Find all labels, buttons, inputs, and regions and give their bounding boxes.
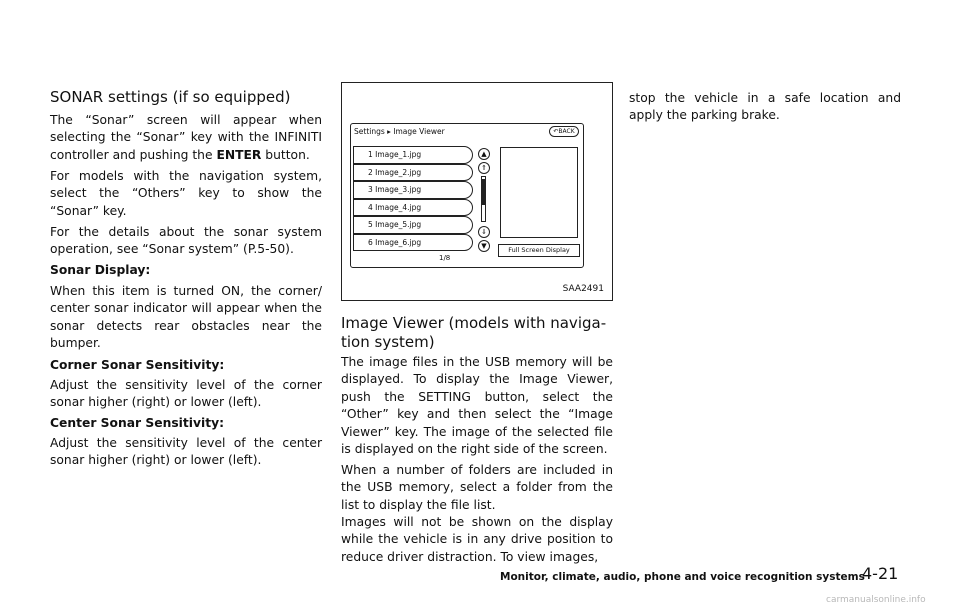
scrollbar[interactable]: [481, 176, 486, 222]
paragraph: stop the vehicle in a safe location and apply the parking brake.: [629, 91, 901, 123]
scroll-up-icon[interactable]: ▲: [478, 148, 490, 160]
back-button[interactable]: ↶BACK: [549, 126, 579, 137]
paragraph: When this item is turned ON, the corner/ center sonar indicator will appear when the sonar detects rear obstacles near the bumper.: [50, 284, 322, 351]
file-list-item[interactable]: 3 Image_3.jpg: [353, 181, 473, 199]
file-list: [353, 146, 473, 251]
page-up-icon[interactable]: ⇑: [478, 162, 490, 174]
watermark: carmanualsonline.info: [826, 595, 926, 605]
footer-section-title: Monitor, climate, audio, phone and voice recognition systems: [500, 571, 865, 583]
file-list-item[interactable]: 1 Image_1.jpg: [353, 146, 473, 164]
page-indicator: 1/8: [439, 254, 451, 262]
paragraph: Adjust the sensitivity level of the center sonar higher (right) or lower (left).: [50, 436, 322, 468]
page-number: 4-21: [862, 564, 899, 583]
page-down-icon[interactable]: ⇓: [478, 226, 490, 238]
scroll-controls: [477, 146, 491, 254]
image-viewer-figure: [341, 82, 613, 301]
file-list-item[interactable]: 6 Image_6.jpg: [353, 234, 473, 252]
image-preview: [500, 147, 578, 238]
paragraph: Images will not be shown on the display while the vehicle is in any drive position to reduce driver distraction. To view images,: [341, 515, 613, 564]
file-list-item[interactable]: 2 Image_2.jpg: [353, 164, 473, 182]
section-heading-sonar: SONAR settings (if so equipped): [50, 88, 291, 106]
file-list-item[interactable]: 5 Image_5.jpg: [353, 216, 473, 234]
display-screen: [350, 123, 584, 268]
paragraph: The “Sonar” screen will appear when selecting the “Sonar” key with the INFINITI controller and pushing the ENTER button.: [50, 113, 322, 162]
scroll-down-icon[interactable]: ▼: [478, 240, 490, 252]
paragraph: For the details about the sonar system operation, see “Sonar system” (P.5-50).: [50, 225, 322, 257]
paragraph: Adjust the sensitivity level of the corner sonar higher (right) or lower (left).: [50, 378, 322, 410]
paragraph: For models with the navigation system, select the “Others” key to show the “Sonar” key.: [50, 169, 322, 218]
subheading-sonar-display: Sonar Display:: [50, 263, 151, 277]
paragraph: The image files in the USB memory will be displayed. To display the Image Viewer, push the SETTING button, select the “Other” key and then select the “Image Viewer” key. The image of the selected file is displayed on the right side of the screen.: [341, 355, 613, 457]
section-heading-image-viewer: Image Viewer (models with naviga- tion system): [341, 314, 607, 351]
paragraph: When a number of folders are included in the USB memory, select a folder from the list to display the file list.: [341, 463, 613, 512]
file-list-item[interactable]: 4 Image_4.jpg: [353, 199, 473, 217]
figure-code: SAA2491: [562, 284, 604, 294]
subheading-center-sensitivity: Center Sonar Sensitivity:: [50, 416, 225, 430]
screen-title: Settings ▸ Image Viewer: [354, 127, 445, 136]
subheading-corner-sensitivity: Corner Sonar Sensitivity:: [50, 358, 225, 372]
full-screen-display-button[interactable]: Full Screen Display: [498, 244, 580, 257]
scrollbar-thumb[interactable]: [482, 179, 485, 205]
